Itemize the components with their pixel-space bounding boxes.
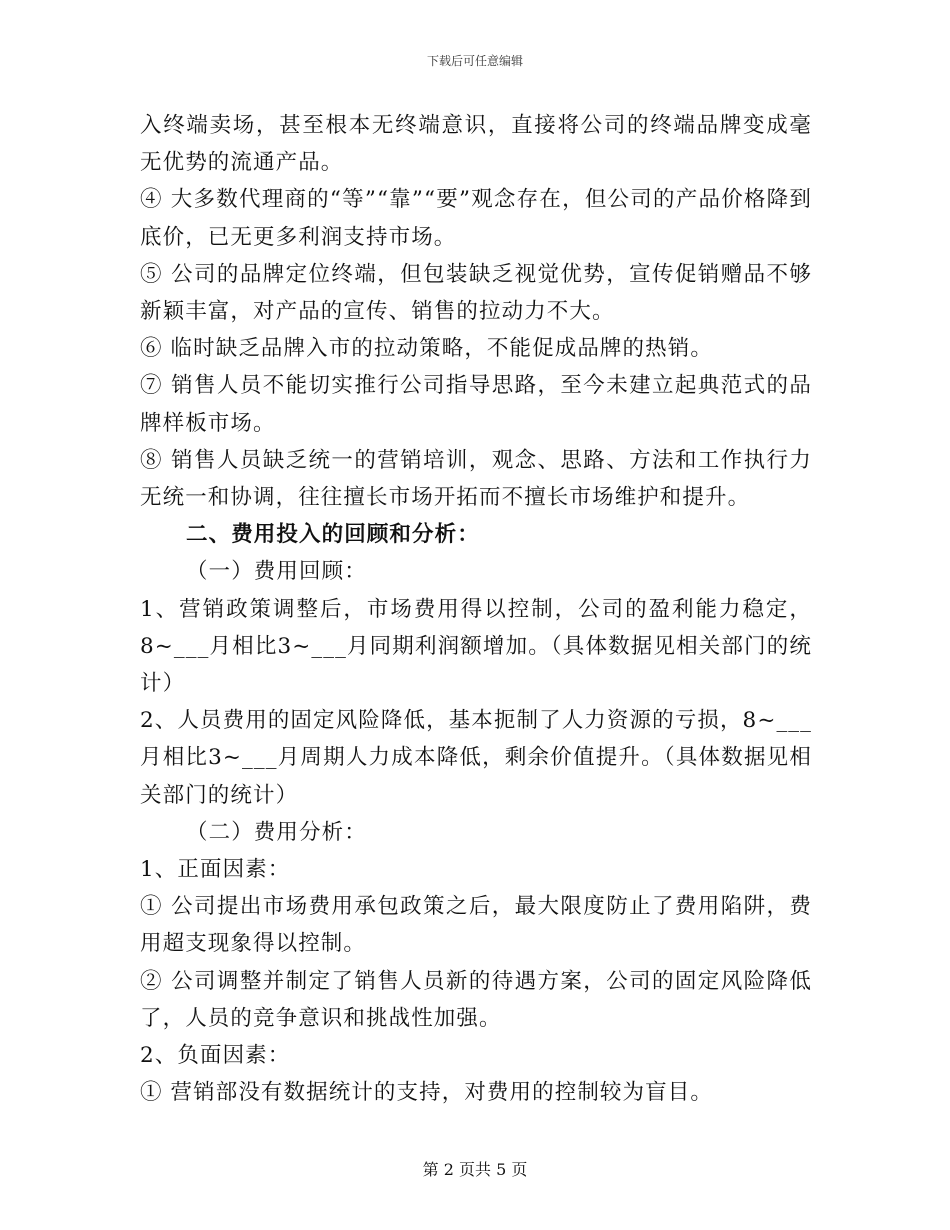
paragraph-negative-1: ① 营销部没有数据统计的支持，对费用的控制较为盲目。 xyxy=(140,1080,713,1106)
paragraph-point-6: ⑥ 临时缺乏品牌入市的拉动策略，不能促成品牌的热销。 xyxy=(140,336,713,362)
paragraph-positive-1: ① 公司提出市场费用承包政策之后，最大限度防止了费用陷阱，费用超支现象得以控制。 xyxy=(140,894,812,957)
document-body xyxy=(140,107,812,1111)
page-footer: 第 2 页共 5 页 xyxy=(422,1160,528,1179)
subsection-heading-cost-analysis: （二）费用分析： xyxy=(186,819,367,845)
paragraph-point-4: ④ 大多数代理商的“等”“靠”“要”观念存在，但公司的产品价格降到底价，已无更多利润支持市场。 xyxy=(140,187,812,250)
paragraph-review-2: 2、人员费用的固定风险降低，基本扼制了人力资源的亏损，8~___月相比3~___月周期人力成本降低，剩余价值提升。（具体数据见相关部门的统计） xyxy=(140,708,812,808)
paragraph-point-8: ⑧ 销售人员缺乏统一的营销培训，观念、思路、方法和工作执行力无统一和协调，往往擅长市场开拓而不擅长市场维护和提升。 xyxy=(140,447,812,511)
section-heading-cost-review: 二、费用投入的回顾和分析： xyxy=(186,522,480,548)
paragraph-point-7: ⑦ 销售人员不能切实推行公司指导思路，至今未建立起典范式的品牌样板市场。 xyxy=(140,373,812,436)
subsection-heading-cost-review: （一）费用回顾： xyxy=(186,559,367,585)
paragraph-negative-factors-label: 2、负面因素： xyxy=(140,1043,291,1069)
page-header: 下载后可任意编辑 xyxy=(426,54,523,68)
paragraph-positive-2: ② 公司调整并制定了销售人员新的待遇方案，公司的固定风险降低了，人员的竞争意识和挑战性加强。 xyxy=(140,968,812,1031)
paragraph-positive-factors-label: 1、正面因素： xyxy=(140,857,291,883)
paragraph-terminal-awareness: 入终端卖场，甚至根本无终端意识，直接将公司的终端品牌变成毫无优势的流通产品。 xyxy=(140,113,812,176)
paragraph-review-1: 1、营销政策调整后，市场费用得以控制，公司的盈利能力稳定，8~___月相比3~___月同期利润额增加。（具体数据见相关部门的统计） xyxy=(140,596,812,697)
paragraph-point-5: ⑤ 公司的品牌定位终端，但包装缺乏视觉优势，宣传促销赠品不够新颖丰富，对产品的宣传、销售的拉动力不大。 xyxy=(140,261,812,325)
